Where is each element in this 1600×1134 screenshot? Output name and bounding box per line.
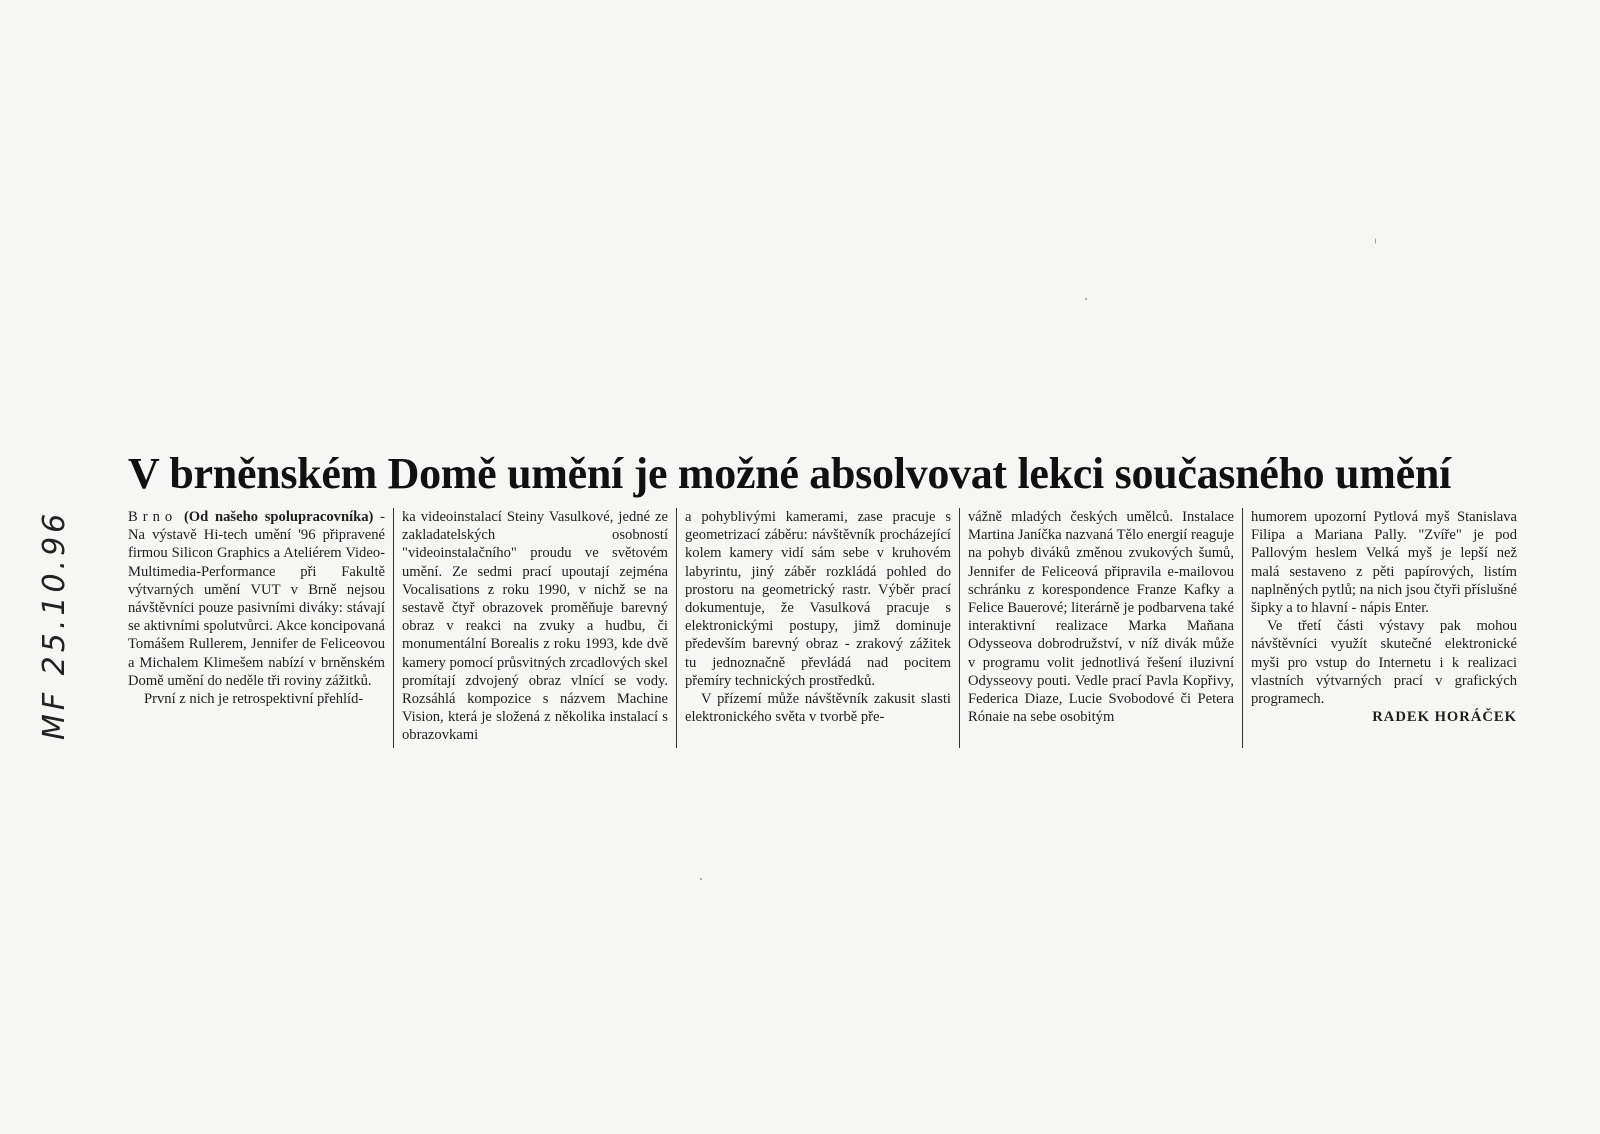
article-paragraph: Ve třetí části výstavy pak mohou návštěvníci využít skutečné elektronické myši pro vstup do Internetu i k realizaci vlastních výtvarných prací v grafických programech. <box>1251 618 1517 708</box>
article-paragraph: vážně mladých českých umělců. Instalace Martina Janíčka nazvaná Tělo energií reaguje na pohyb diváků změnou zvukových šumů, Jennifer de Feliceová připravila e-mailovou schránku z korespondence Franze Kafky a Felice Bauerové; literárně je podbarvena také interaktivní realizace Marka Maňana Odysseova dobrodružství, v níž divák může v programu volit jednotlivá řešení iluzivní Odysseovy pouti. Vedle prací Pavla Kopřivy, Federica Diaze, Lucie Svobodové či Petera Rónaie na sebe osobitým <box>968 509 1234 726</box>
article-paragraph: humorem upozorní Pytlová myš Stanislava Filipa a Mariana Pally. "Zvíře" je pod Pallovým heslem Velká myš je lepší než malá sestaveno z pěti papírových, listím naplněných pytlů; na nich jsou čtyři příslušné šipky a to hlavní - nápis Enter. <box>1251 509 1517 617</box>
article-paragraph <box>128 508 385 690</box>
paragraph-text: - Na výstavě Hi-tech umění '96 připravené firmou Silicon Graphics a Ateliérem Video-Multimedia-Performance při Fakultě výtvarných umění VUT v Brně nejsou návštěvníci pouze pasivními diváky: stávají se aktivními spolutvůrci. Akce koncipovaná Tomášem Rullerem, Jennifer de Feliceovou a Michalem Klimešem nabízí v brněnském Domě umění do neděle tři roviny zážitků. <box>128 509 386 689</box>
dateline-source: (Od našeho spolupracovníka) <box>183 509 374 525</box>
article-column-2 <box>393 508 676 748</box>
article-column-3 <box>676 508 959 748</box>
article-column-4 <box>959 508 1242 748</box>
article-paragraph: V přízemí může návštěvník zakusit slasti elektronického světa v tvorbě pře- <box>685 691 951 726</box>
article-paragraph: ka videoinstalací Steiny Vasulkové, jedné ze zakladatelských osobností "videoinstalačního" proudu ve světovém umění. Ze sedmi prací upoutají zejména Vocalisations z roku 1990, v nichž se na sestavě čtyř obrazovek proměňuje barevný obraz v reakci na zvuky a hudbu, či monumentální Borealis z roku 1993, kde dvě kamery pomocí průsvitných zrcadlových skel promítají zdvojený obraz vlnící se vody. Rozsáhlá kompozice s názvem Machine Vision, která je složená z několika instalací s obrazovkami <box>402 509 668 744</box>
scan-speck <box>700 878 702 880</box>
dateline-city: Brno <box>128 509 178 525</box>
scan-speck <box>1375 238 1376 244</box>
handwritten-date-annotation: MF 25.10.96 <box>37 509 72 740</box>
article-column-1 <box>128 508 393 748</box>
article-body <box>128 508 1517 748</box>
author-byline: RADEK HORÁČEK <box>1372 709 1517 726</box>
scan-speck <box>1085 298 1087 300</box>
article-headline: V brněnském Domě umění je možné absolvovat lekci současného umění <box>128 449 1451 498</box>
article-paragraph: První z nich je retrospektivní přehlíd- <box>144 691 364 708</box>
article-paragraph: a pohyblivými kamerami, zase pracuje s geometrizací záběru: návštěvník procházející kolem kamery vidí sám sebe v kruhovém labyrintu, jiný záběr rozkládá pohled do prostoru na geometrický rastr. Výběr prací dokumentuje, že Vasulková pracuje s elektronickými postupy, jimž dominuje především barevný obraz - zrakový zážitek tu jednoznačně převládá nad pocitem přemíry technických prostředků. <box>685 509 951 689</box>
article-column-5 <box>1242 508 1525 748</box>
